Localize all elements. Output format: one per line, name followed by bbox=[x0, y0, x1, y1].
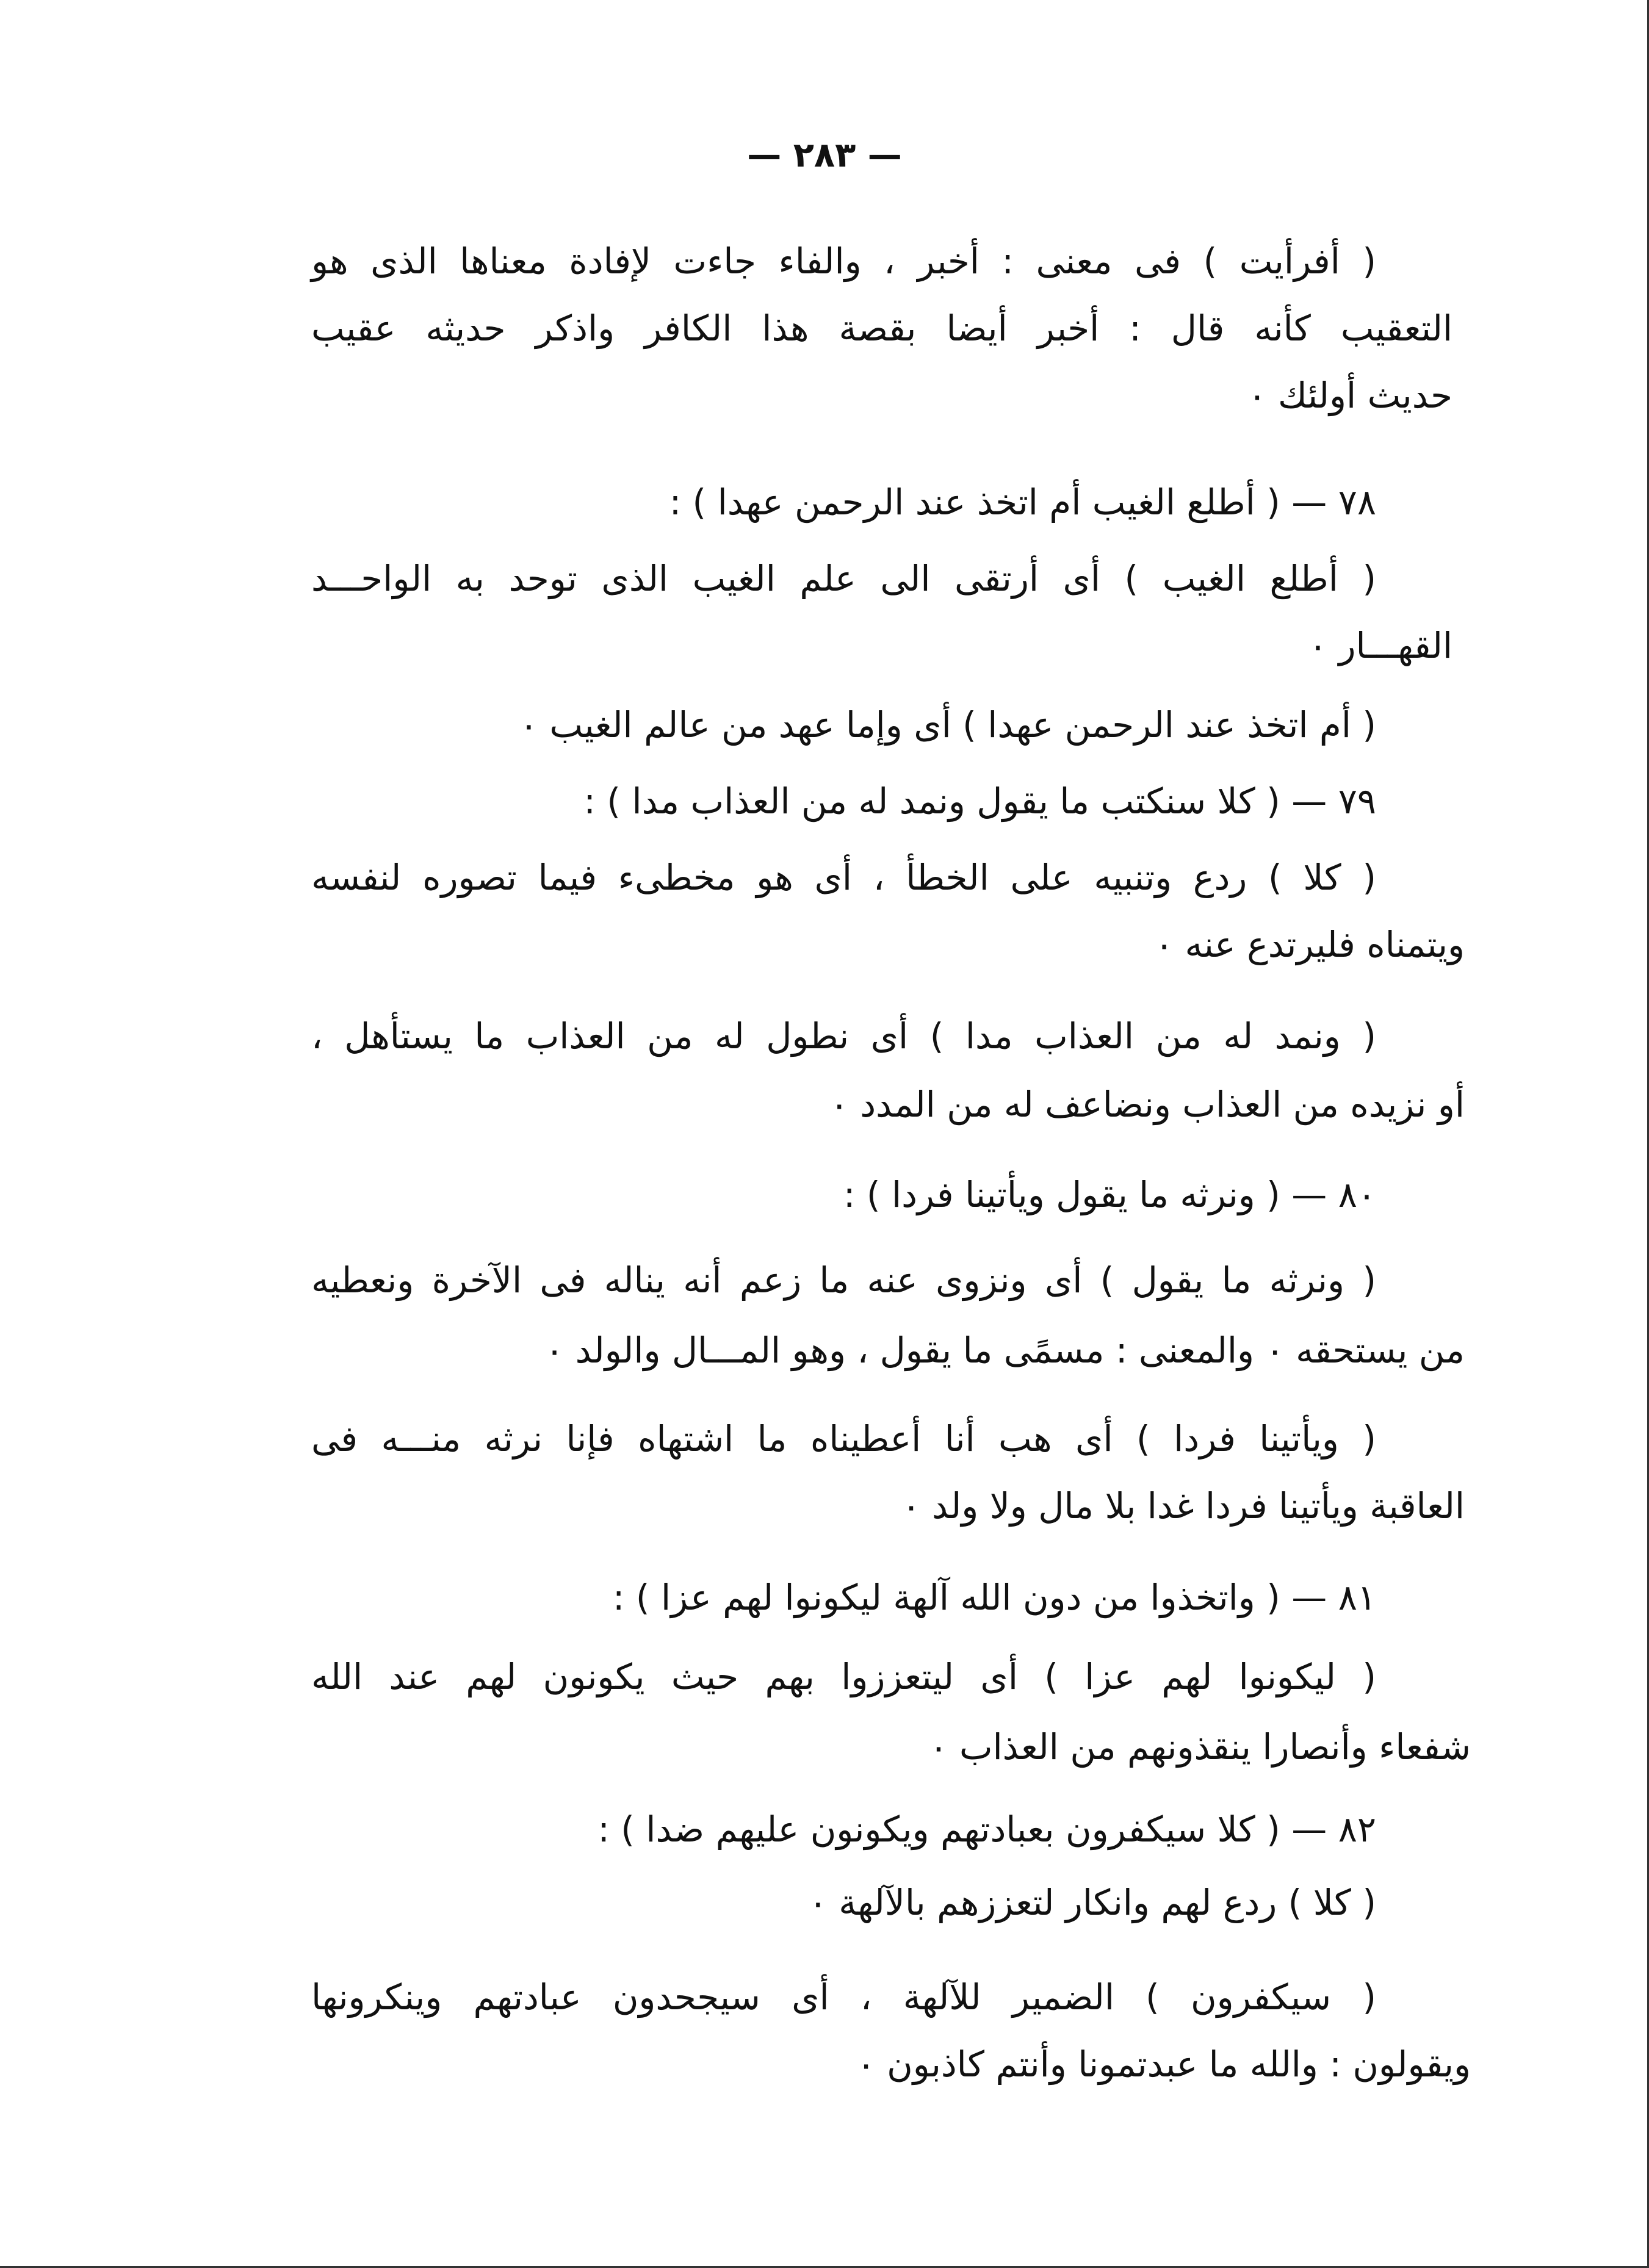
text-line-24: ويقولون : والله ما عبدتمونا وأنتم كاذبون ٠ bbox=[856, 2043, 1471, 2085]
text-line-9: ( كلا ) ردع وتنبيه على الخطأ ، أى هو مخطىء فيما تصوره لنفسه bbox=[311, 857, 1376, 898]
verse-heading-78: ٧٨ — ( أطلع الغيب أم اتخذ عند الرحمن عهدا ) : bbox=[669, 481, 1376, 523]
text-line-15: من يستحقه ٠ والمعنى : مسمًى ما يقول ، وهو المـــال والولد ٠ bbox=[545, 1330, 1465, 1371]
text-line-10: ويتمناه فليرتدع عنه ٠ bbox=[1154, 924, 1465, 965]
text-line-11: ( ونمد له من العذاب مدا ) أى نطول له من العذاب ما يستأهل ، bbox=[311, 1015, 1376, 1057]
text-line-17: العاقبة ويأتينا فردا غدا بلا مال ولا ولد ٠ bbox=[901, 1485, 1465, 1527]
text-line-7: ( أم اتخذ عند الرحمن عهدا ) أى وإما عهد من عالم الغيب ٠ bbox=[519, 704, 1376, 746]
text-line-12: أو نزيده من العذاب ونضاعف له من المدد ٠ bbox=[829, 1084, 1465, 1125]
text-line-1: ( أفرأيت ) فى معنى : أخبر ، والفاء جاءت لإفادة معناها الذى هو bbox=[311, 240, 1376, 282]
text-line-19: ( ليكونوا لهم عزا ) أى ليتعززوا بهم حيث يكونون لهم عند الله bbox=[311, 1656, 1376, 1697]
text-line-22: ( كلا ) ردع لهم وانكار لتعززهم بالآلهة ٠ bbox=[808, 1882, 1376, 1923]
text-line-20: شفعاء وأنصارا ينقذونهم من العذاب ٠ bbox=[929, 1726, 1471, 1768]
text-line-6: القهـــار ٠ bbox=[1308, 625, 1452, 666]
text-line-16: ( ويأتينا فردا ) أى هب أنا أعطيناه ما اشتهاه فإنا نرثه منـــه فى bbox=[311, 1418, 1376, 1460]
page-number: — ٢٨٣ — bbox=[747, 135, 902, 175]
text-line-5: ( أطلع الغيب ) أى أرتقى الى علم الغيب الذى توحد به الواحـــد bbox=[311, 558, 1376, 599]
verse-heading-80: ٨٠ — ( ونرثه ما يقول ويأتينا فردا ) : bbox=[843, 1174, 1376, 1215]
verse-heading-81: ٨١ — ( واتخذوا من دون الله آلهة ليكونوا لهم عزا ) : bbox=[612, 1577, 1376, 1618]
text-line-23: ( سيكفرون ) الضمير للآلهة ، أى سيجحدون عبادتهم وينكرونها bbox=[311, 1976, 1376, 2018]
verse-heading-79: ٧٩ — ( كلا سنكتب ما يقول ونمد له من العذاب مدا ) : bbox=[583, 780, 1376, 822]
text-line-2: التعقيب كأنه قال : أخبر أيضا بقصة هذا الكافر واذكر حديثه عقيب bbox=[311, 308, 1452, 349]
text-line-14: ( ونرثه ما يقول ) أى ونزوى عنه ما زعم أنه يناله فى الآخرة ونعطيه bbox=[311, 1259, 1376, 1301]
text-line-3: حديث أولئك ٠ bbox=[1247, 375, 1452, 416]
verse-heading-82: ٨٢ — ( كلا سيكفرون بعبادتهم ويكونون عليهم ضدا ) : bbox=[597, 1809, 1376, 1850]
